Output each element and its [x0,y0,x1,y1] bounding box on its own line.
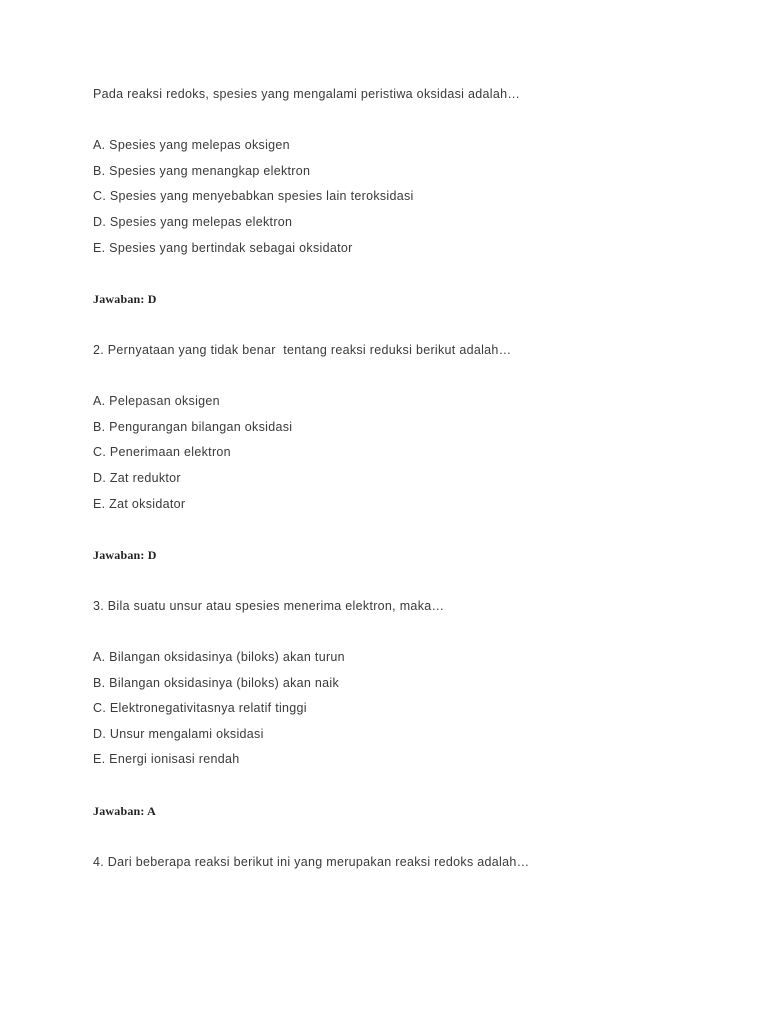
question-block-1 [93,82,733,338]
option-d: D. Unsur mengalami oksidasi [93,726,264,741]
option-a: A. Bilangan oksidasinya (biloks) akan turun [93,650,345,665]
option-a: A. Pelepasan oksigen [93,394,220,409]
option-b: B. Pengurangan bilangan oksidasi [93,419,293,434]
option-c: C. Spesies yang menyebabkan spesies lain teroksidasi [93,189,414,204]
question-text: Pada reaksi redoks, spesies yang mengalami peristiwa oksidasi adalah… [93,87,521,101]
option-e: E. Zat oksidator [93,496,186,511]
question-block-2 [93,338,733,594]
option-c: C. Penerimaan elektron [93,445,231,460]
question-block-4 [93,850,733,876]
option-c: C. Elektronegativitasnya relatif tinggi [93,701,307,716]
option-d: D. Zat reduktor [93,470,181,485]
option-d: D. Spesies yang melepas elektron [93,214,293,229]
option-a: A. Spesies yang melepas oksigen [93,138,290,153]
answer-text: Jawaban: D [93,547,157,562]
option-e: E. Spesies yang bertindak sebagai oksidator [93,240,353,255]
option-b: B. Bilangan oksidasinya (biloks) akan naik [93,675,340,690]
option-b: B. Spesies yang menangkap elektron [93,163,311,178]
option-e: E. Energi ionisasi rendah [93,752,240,767]
answer-text: Jawaban: D [93,291,157,306]
answer-text: Jawaban: A [93,803,157,818]
question-block-3 [93,594,733,850]
document-page [93,82,733,875]
question-text: 2. Pernyataan yang tidak benar tentang reaksi reduksi berikut adalah… [93,342,512,357]
question-text: 3. Bila suatu unsur atau spesies menerima elektron, maka… [93,598,445,613]
question-text: 4. Dari beberapa reaksi berikut ini yang merupakan reaksi redoks adalah… [93,854,530,869]
